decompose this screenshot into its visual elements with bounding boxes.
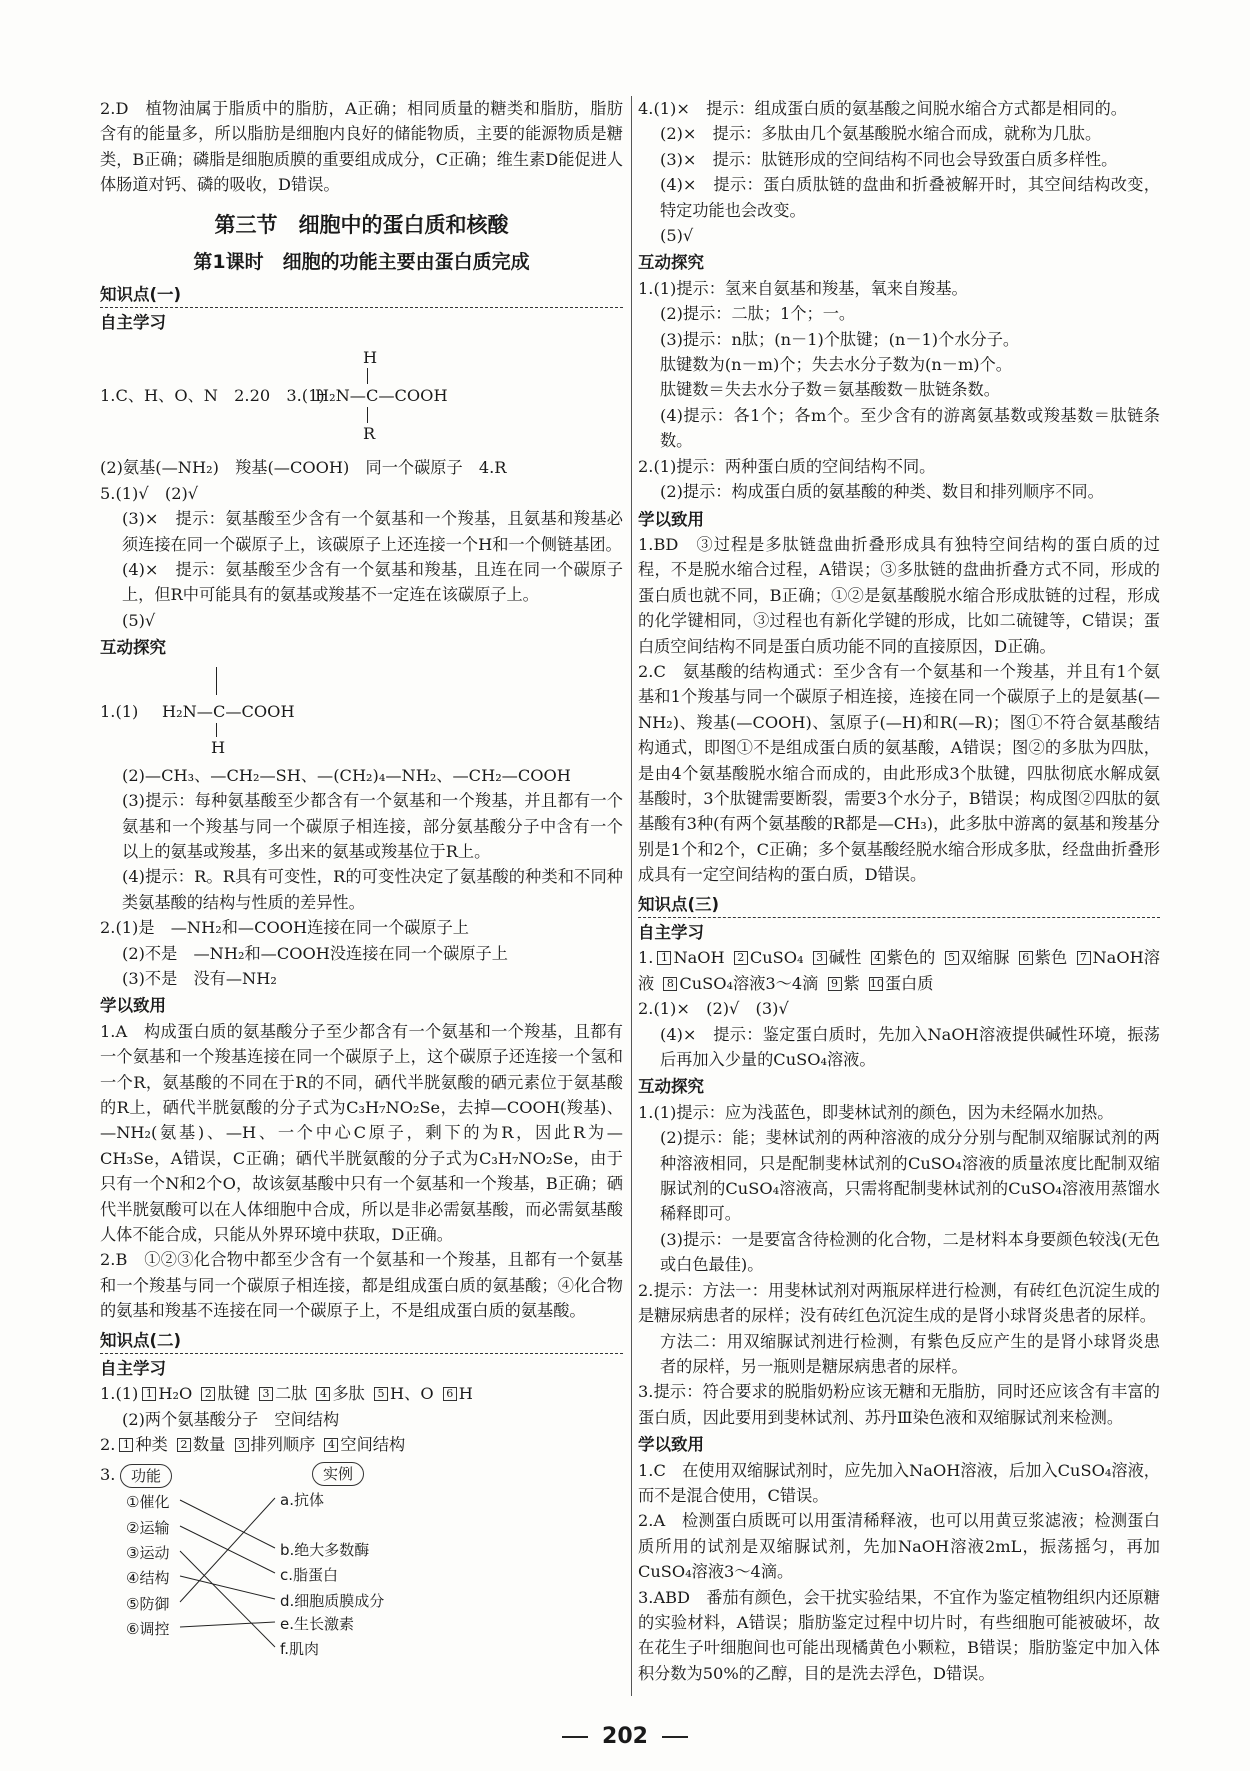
kp2-answer-1: 1.(1) 1 H₂O 2 肽键 3 二肽 4 多肽 5 H、O 6 H xyxy=(100,1384,473,1404)
struct-r: R xyxy=(363,424,376,444)
page-number: 202 xyxy=(0,1724,1250,1749)
knowledge-point-3-heading: 知识点(三) xyxy=(638,892,1160,918)
struct-chain: H₂N—C—COOH xyxy=(315,386,448,406)
right-column xyxy=(638,96,1160,1686)
kp2-answer-2: 2. 1 种类 2 数量 3 排列顺序 4 空间结构 xyxy=(100,1435,406,1455)
rinteractive-1-3c: 肽键数＝失去水分子数＝氨基酸数－肽链条数。 xyxy=(660,380,1000,400)
interactive-2-3: (3)不是 没有—NH₂ xyxy=(122,968,277,988)
function-header: 功能 xyxy=(120,1464,172,1488)
interactive-heading: 互动探究 xyxy=(100,638,166,658)
example-item: e.生长激素 xyxy=(280,1614,354,1633)
bond-line xyxy=(216,667,217,695)
kp3-interactive-4b: 方法二：用双缩脲试剂进行检测，有紫色反应产生的是肾小球肾炎患者的尿样，另一瓶则是糖尿病患者的尿样。 xyxy=(660,1331,1160,1376)
struct2-h: H xyxy=(211,737,226,757)
application-heading-3: 学以致用 xyxy=(638,1435,704,1455)
rinteractive-1-4: (4)提示：各1个；各m个。至少含有的游离氨基数或羧基数＝肽链条数。 xyxy=(660,405,1160,451)
match-line xyxy=(180,1500,275,1548)
kp3-answer-1: 1. 1 NaOH 2 CuSO₄ 3 碱性 4 紫色的 5 双缩脲 6 紫色 7 NaOH溶液 8 CuSO₄溶液3～4滴 9 紫 10蛋白质 xyxy=(638,948,1160,993)
kp3-interactive-5: 3.提示：符合要求的脱脂奶粉应该无糖和无脂肪，同时还应该含有丰富的蛋白质，因此要用到斐林试剂、苏丹Ⅲ染色液和双缩脲试剂来检测。 xyxy=(638,1382,1160,1427)
function-matching-diagram xyxy=(100,1462,623,1658)
function-item: ②运输 xyxy=(126,1518,170,1537)
answer-5: 5.(1)√ (2)√ xyxy=(100,483,199,503)
interactive-1-4: (4)提示：R。R具有可变性，R的可变性决定了氨基酸的种类和不同种类氨基酸的结构与性质的差异性。 xyxy=(122,867,623,912)
match-line xyxy=(180,1576,275,1599)
self-study-heading: 自主学习 xyxy=(100,313,166,333)
answer-4-3: (3)× 提示：肽链形成的空间结构不同也会导致蛋白质多样性。 xyxy=(660,149,1118,169)
rinteractive-1-3b: 肽键数为(n－m)个；失去水分子数为(n－m)个。 xyxy=(660,355,1012,375)
example-item: c.脂蛋白 xyxy=(280,1565,339,1584)
bond-line xyxy=(367,368,368,384)
section-title: 第三节 细胞中的蛋白质和核酸 xyxy=(214,212,509,237)
example-item: a.抗体 xyxy=(280,1490,324,1509)
example-item: f.肌肉 xyxy=(280,1639,319,1658)
amino-acid-structure-1 xyxy=(100,335,623,455)
struct-h: H xyxy=(363,348,378,368)
answer-5-3: (3)× 提示：氨基酸至少含有一个氨基和一个羧基，且氨基和羧基必须连接在同一个碳原子上，该碳原子上还连接一个H和一个侧链基团。 xyxy=(122,509,623,554)
interactive-2-1: 2.(1)是 —NH₂和—COOH连接在同一个碳原子上 xyxy=(100,918,469,938)
function-item: ⑤防御 xyxy=(126,1594,170,1613)
answer-5-4: (4)× 提示：氨基酸至少含有一个氨基和羧基，且连在同一个碳原子上，但R中可能具有的氨基或羧基不一定连在该碳原子上。 xyxy=(122,560,623,605)
application-2: 2.B ①②③化合物中都至少含有一个氨基和一个羧基，且都有一个氨基和一个羧基与同一个碳原子相连接，都是组成蛋白质的氨基酸；④化合物的氨基和羧基不连接在同一个碳原子上，不是组成蛋白质的氨基酸。 xyxy=(100,1250,623,1321)
left-column xyxy=(100,96,623,1658)
self-study-heading-3: 自主学习 xyxy=(638,923,704,942)
rapplication-1: 1.BD ③过程是多肽链盘曲折叠形成具有独特空间结构的蛋白质的过程，不是脱水缩合过程，A错误；③多肽链的盘曲折叠方式不同，形成的蛋白质也就不同，B正确；①②是氨基酸脱水缩合形成肽链的过程，形成的化学键相同，③过程也有新化学键的形成，比如二硫键等，C错误；蛋白质空间结构不同是蛋白质功能不同的直接原因，D正确。 xyxy=(638,534,1160,656)
interactive-heading-right: 互动探究 xyxy=(638,253,704,273)
kp3-application-2: 2.A 检测蛋白质既可以用蛋清稀释液，也可以用黄豆浆滤液；检测蛋白质所用的试剂是双缩脲试剂，先加NaOH溶液2mL，振荡摇匀，再加CuSO₄溶液3～4滴。 xyxy=(638,1511,1160,1582)
example-item: d.细胞质膜成分 xyxy=(280,1591,385,1610)
example-header: 实例 xyxy=(312,1462,364,1486)
rinteractive-1-3: (3)提示：n肽；(n－1)个肽键；(n－1)个水分子。 xyxy=(660,329,1020,349)
match-line xyxy=(180,1498,275,1602)
kp3-interactive-2: (2)提示：能；斐林试剂的两种溶液的成分分别与配制双缩脲试剂的两种溶液相同，只是配制斐林试剂的CuSO₄溶液的质量浓度比配制双缩脲试剂的CuSO₄溶液高，只需将配制斐林试剂的CuSO₄溶液用蒸馏水稀释即可。 xyxy=(660,1128,1160,1224)
answer-4-2: (2)× 提示：多肽由几个氨基酸脱水缩合而成，就称为几肽。 xyxy=(660,124,1102,144)
rapplication-2: 2.C 氨基酸的结构通式：至少含有一个氨基和一个羧基，并且有1个氨基和1个羧基与同一个碳原子相连接，连接在同一个碳原子上的是氨基(—NH₂)、羧基(—COOH)、氢原子(—H)和R(—R)；图①不符合氨基酸结构通式，即图①不是组成蛋白质的氨基酸，A错误；图②的多肽为四肽，是由4个氨基酸脱水缩合而成的，由此形成3个肽键，四肽彻底水解成氨基酸时，3个肽键需要断裂，需要3个水分子，B错误；构成图②四肽的氨基酸有3种(有两个氨基酸的R都是—CH₃)，此多肽中游离的氨基和羧基分别是1个和2个，C正确；多个氨基酸经脱水缩合形成多肽，经盘曲折叠形成具有一定空间结构的蛋白质，D错误。 xyxy=(638,661,1160,885)
rinteractive-2-2: (2)提示：构成蛋白质的氨基酸的种类、数目和排列顺序不同。 xyxy=(660,482,1104,502)
struct2-label: 1.(1) xyxy=(100,701,139,721)
answer-4-5: (5)√ xyxy=(660,226,694,246)
answers-1-3: 1.C、H、O、N 2.20 3.(1) xyxy=(100,386,325,406)
answer-2d: 2.D 植物油属于脂质中的脂肪，A正确；相同质量的糖类和脂肪，脂肪含有的能量多，所以脂肪是细胞内良好的储能物质，主要的能源物质是糖类，B正确；磷脂是细胞质膜的重要组成成分，C正确；维生素D能促进人体肠道对钙、磷的吸收，D错误。 xyxy=(100,99,623,195)
lesson-title: 第1课时 细胞的功能主要由蛋白质完成 xyxy=(193,250,530,273)
self-study-heading-2: 自主学习 xyxy=(100,1359,166,1379)
function-item: ①催化 xyxy=(126,1492,170,1511)
answer-4-4: (4)× 提示：蛋白质肽链的盘曲和折叠被解开时，其空间结构改变，特定功能也会改变。 xyxy=(660,175,1160,220)
interactive-1-3: (3)提示：每种氨基酸至少都含有一个氨基和一个羧基，并且都有一个氨基和一个羧基与同一个碳原子相连接，部分氨基酸分子中含有一个以上的氨基或羧基，多出来的氨基或羧基位于R上。 xyxy=(122,791,623,861)
application-heading: 学以致用 xyxy=(100,996,166,1016)
kp3-application-3: 3.ABD 番茄有颜色，会干扰实验结果，不宜作为鉴定植物组织内还原糖的实验材料，A错误；脂肪鉴定过程中切片时，有些细胞可能被破坏，故在花生子叶细胞间也可能出现橘黄色小颗粒，B错误；脂肪鉴定中加入体积分数为50%的乙醇，目的是洗去浮色，D错误。 xyxy=(638,1587,1160,1683)
page-number-dash xyxy=(562,1736,588,1738)
answer-1-2: (2)氨基(—NH₂) 羧基(—COOH) 同一个碳原子 4.R xyxy=(100,458,507,478)
rinteractive-2-1: 2.(1)提示：两种蛋白质的空间结构不同。 xyxy=(638,456,936,476)
answer-5-5: (5)√ xyxy=(122,610,156,630)
struct2-chain: H₂N—C—COOH xyxy=(162,701,295,721)
kp3-answer-2: 2.(1)× (2)√ (3)√ xyxy=(638,999,789,1019)
answer-4-1: 4.(1)× 提示：组成蛋白质的氨基酸之间脱水缩合方式都是相同的。 xyxy=(638,99,1127,118)
matching-label: 3. xyxy=(100,1464,116,1484)
kp2-answer-1-2: (2)两个氨基酸分子 空间结构 xyxy=(122,1409,340,1429)
page-number-dash xyxy=(662,1736,688,1738)
kp3-interactive-4: 2.提示：方法一：用斐林试剂对两瓶尿样进行检测，有砖红色沉淀生成的是糖尿病患者的尿样；没有砖红色沉淀生成的是肾小球肾炎患者的尿样。 xyxy=(638,1280,1160,1326)
knowledge-point-1-heading: 知识点(一) xyxy=(100,282,623,308)
application-1: 1.A 构成蛋白质的氨基酸分子至少都含有一个氨基和一个羧基，且都有一个氨基和一个羧基连接在同一个碳原子上，这个碳原子还连接一个氢和一个R，氨基酸的不同在于R的不同，硒代半胱氨酸的硒元素位于氨基酸的R上，硒代半胱氨酸的分子式为C₃H₇NO₂Se，去掉—COOH(羧基)、—NH₂(氨基)、—H、一个中心C原子，剩下的为R，因此R为—CH₃Se，A错误，C正确；硒代半胱氨酸的分子式为C₃H₇NO₂Se，由于只有一个N和2个O，故该氨基酸中只有一个氨基和一个羧基，B正确；硒代半胱氨酸可以在人体细胞中合成，所以是非必需氨基酸，而必需氨基酸人体不能合成，只能从外界环境中获取，D正确。 xyxy=(100,1021,623,1244)
rinteractive-1-1: 1.(1)提示：氢来自氨基和羧基，氧来自羧基。 xyxy=(638,278,968,298)
function-item: ③运动 xyxy=(126,1543,170,1562)
match-line xyxy=(180,1622,275,1627)
application-heading-right: 学以致用 xyxy=(638,509,704,529)
column-separator xyxy=(631,96,632,1696)
kp3-application-1: 1.C 在使用双缩脲试剂时，应先加入NaOH溶液，后加入CuSO₄溶液，而不是混合使用，C错误。 xyxy=(638,1460,1160,1505)
interactive-1-2: (2)—CH₃、—CH₂—SH、—(CH₂)₄—NH₂、—CH₂—COOH xyxy=(122,765,571,785)
knowledge-point-2-heading: 知识点(二) xyxy=(100,1328,623,1354)
example-item: b.绝大多数酶 xyxy=(280,1540,370,1559)
kp3-interactive-1: 1.(1)提示：应为浅蓝色，即斐林试剂的颜色，因为未经隔水加热。 xyxy=(638,1102,1114,1122)
kp3-answer-2b: (4)× 提示：鉴定蛋白质时，先加入NaOH溶液提供碱性环境，振荡后再加入少量的CuSO₄溶液。 xyxy=(660,1024,1160,1070)
interactive-heading-3: 互动探究 xyxy=(638,1077,704,1097)
kp3-interactive-3: (3)提示：一是要富含待检测的化合物，二是材料本身要颜色较浅(无色或白色最佳)。 xyxy=(660,1229,1160,1275)
interactive-2-2: (2)不是 —NH₂和—COOH没连接在同一个碳原子上 xyxy=(122,943,508,963)
amino-acid-structure-2 xyxy=(100,661,623,763)
function-item: ④结构 xyxy=(126,1568,170,1587)
function-item: ⑥调控 xyxy=(126,1619,170,1638)
rinteractive-1-2: (2)提示：二肽；1个；一。 xyxy=(660,304,856,324)
